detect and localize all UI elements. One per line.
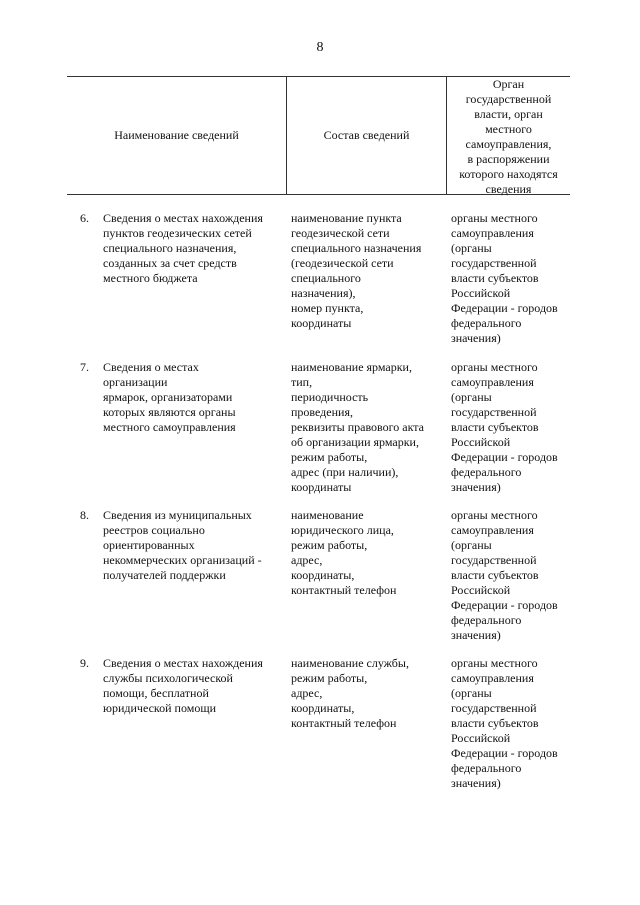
row-composition: наименование юридического лица, режим работы, адрес, координаты, контактный телефон	[291, 508, 397, 597]
header-authority	[447, 77, 570, 194]
row-composition: наименование службы, режим работы, адрес, координаты, контактный телефон	[291, 656, 409, 730]
row-number: 8.	[80, 508, 89, 522]
row-name: Сведения о местах нахождения службы психологической помощи, бесплатной юридической помощи	[103, 656, 263, 715]
row-authority: органы местного самоуправления (органы государственной власти субъектов Российской Федерации - городов федерального значения)	[451, 656, 558, 790]
row-authority: органы местного самоуправления (органы государственной власти субъектов Российской Федерации - городов федерального значения)	[451, 360, 558, 494]
page-number: 8	[316, 40, 324, 55]
row-name: Сведения из муниципальных реестров социально ориентированных некоммерческих организаций - получателей поддержки	[103, 508, 262, 582]
header-composition-text: Состав сведений	[323, 128, 410, 142]
row-authority: органы местного самоуправления (органы государственной власти субъектов Российской Федерации - городов федерального значения)	[451, 508, 558, 642]
header-authority-text: Орган государственной власти, орган местного самоуправления, в распоряжении которого находятся сведения	[459, 76, 558, 196]
row-number: 7.	[80, 360, 89, 374]
row-name: Сведения о местах нахождения пунктов геодезических сетей специального назначения, созданных за счет средств местного бюджета	[103, 211, 263, 285]
header-name	[67, 77, 286, 194]
row-number: 6.	[80, 211, 89, 225]
row-name: Сведения о местах организации ярмарок, организаторами которых являются органы местного самоуправления	[103, 360, 236, 434]
header-name-text: Наименование сведений	[114, 128, 239, 142]
row-composition: наименование ярмарки, тип, периодичность проведения, реквизиты правового акта об организации ярмарки, режим работы, адрес (при наличии), координаты	[291, 360, 424, 494]
row-composition: наименование пункта геодезической сети специального назначения (геодезической сети специального назначения), номер пункта, координаты	[291, 211, 422, 330]
header-composition	[287, 77, 446, 194]
row-authority: органы местного самоуправления (органы государственной власти субъектов Российской Федерации - городов федерального значения)	[451, 211, 558, 345]
row-number: 9.	[80, 656, 89, 670]
